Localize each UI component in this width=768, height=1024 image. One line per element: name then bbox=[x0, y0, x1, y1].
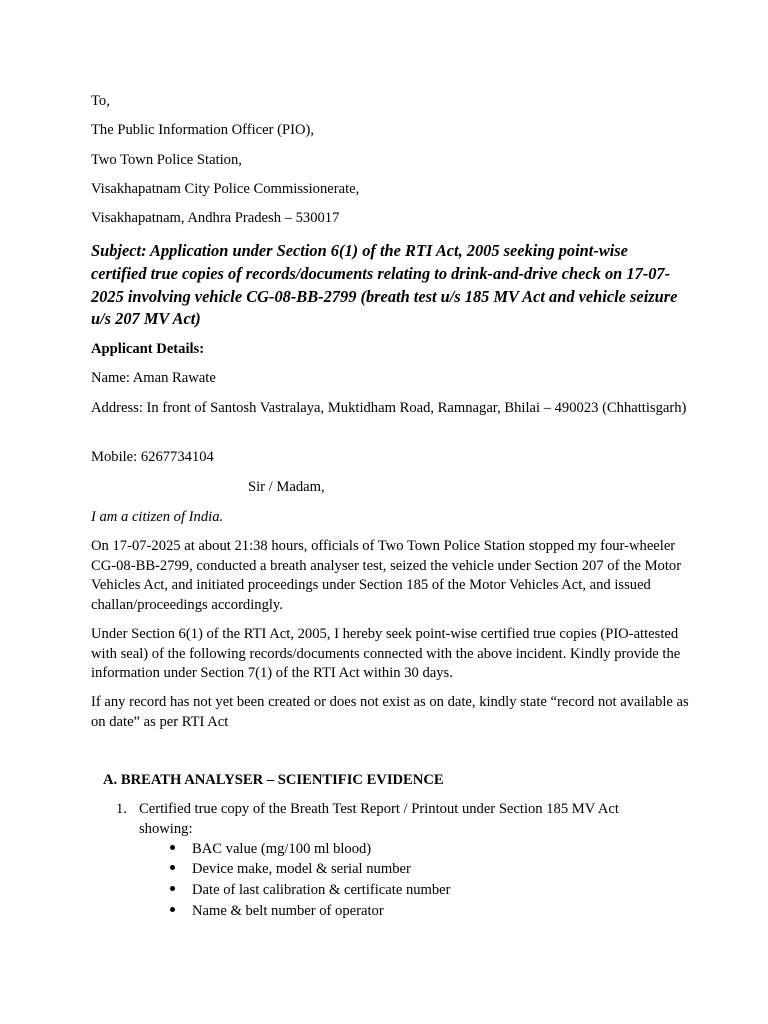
bullet-item bbox=[170, 881, 451, 901]
list-item bbox=[116, 800, 676, 839]
bullet-text: Device make, model & serial number bbox=[192, 861, 411, 877]
salutation: Sir / Madam, bbox=[248, 479, 325, 495]
applicant-heading: Applicant Details: bbox=[91, 341, 205, 357]
bullet-icon bbox=[170, 845, 175, 850]
applicant-address: Address: In front of Santosh Vastralaya, Muktidham Road, Ramnagar, Bhilai – 490023 (Chhattisgarh) bbox=[91, 400, 687, 416]
bullet-item bbox=[170, 902, 384, 922]
list-item-text: Certified true copy of the Breath Test Report / Printout under Section 185 MV Act showing: bbox=[139, 801, 619, 837]
bullet-icon bbox=[170, 865, 175, 870]
citizen-statement: I am a citizen of India. bbox=[91, 509, 224, 525]
address-line-4: Visakhapatnam, Andhra Pradesh – 530017 bbox=[91, 210, 340, 226]
applicant-name: Name: Aman Rawate bbox=[91, 370, 216, 386]
address-line-2: Two Town Police Station, bbox=[91, 152, 242, 168]
bullet-icon bbox=[170, 886, 175, 891]
bullet-text: Name & belt number of operator bbox=[192, 903, 384, 919]
bullet-item bbox=[170, 840, 371, 860]
record-availability-paragraph: If any record has not yet been created or does not exist as on date, kindly state “record not available as on date” as per RTI Act bbox=[91, 694, 689, 730]
incident-paragraph: On 17-07-2025 at about 21:38 hours, officials of Two Town Police Station stopped my four-wheeler CG-08-BB-2799, conducted a breath analyser test, seized the vehicle under Section 207 of the Motor Vehicles Act, and initiated proceedings under Section 185 of the Motor Vehicles Act, and issued challan/proceedings accordingly. bbox=[91, 538, 682, 613]
subject-line: Subject: Application under Section 6(1) of the RTI Act, 2005 seeking point-wise certified true copies of records/documents relating to drink-and-drive check on 17-07-2025 involving vehicle CG-08-BB-2799 (breath test u/s 185 MV Act and vehicle seizure u/s 207 MV Act) bbox=[91, 241, 678, 329]
address-to: To, bbox=[91, 93, 110, 109]
bullet-text: Date of last calibration & certificate number bbox=[192, 882, 451, 898]
request-paragraph: Under Section 6(1) of the RTI Act, 2005, I hereby seek point-wise certified true copies (PIO-attested with seal) of the following records/documents connected with the above incident. Kindly provide the information under Section 7(1) of the RTI Act within 30 days. bbox=[91, 626, 681, 681]
bullet-icon bbox=[170, 907, 175, 912]
section-a-heading: A. BREATH ANALYSER – SCIENTIFIC EVIDENCE bbox=[103, 772, 444, 788]
bullet-text: BAC value (mg/100 ml blood) bbox=[192, 841, 372, 857]
address-line-3: Visakhapatnam City Police Commissionerate, bbox=[91, 181, 360, 197]
list-item-number: 1. bbox=[116, 801, 127, 817]
address-line-1: The Public Information Officer (PIO), bbox=[91, 122, 315, 138]
applicant-mobile: Mobile: 6267734104 bbox=[91, 449, 214, 465]
bullet-item bbox=[170, 860, 411, 880]
